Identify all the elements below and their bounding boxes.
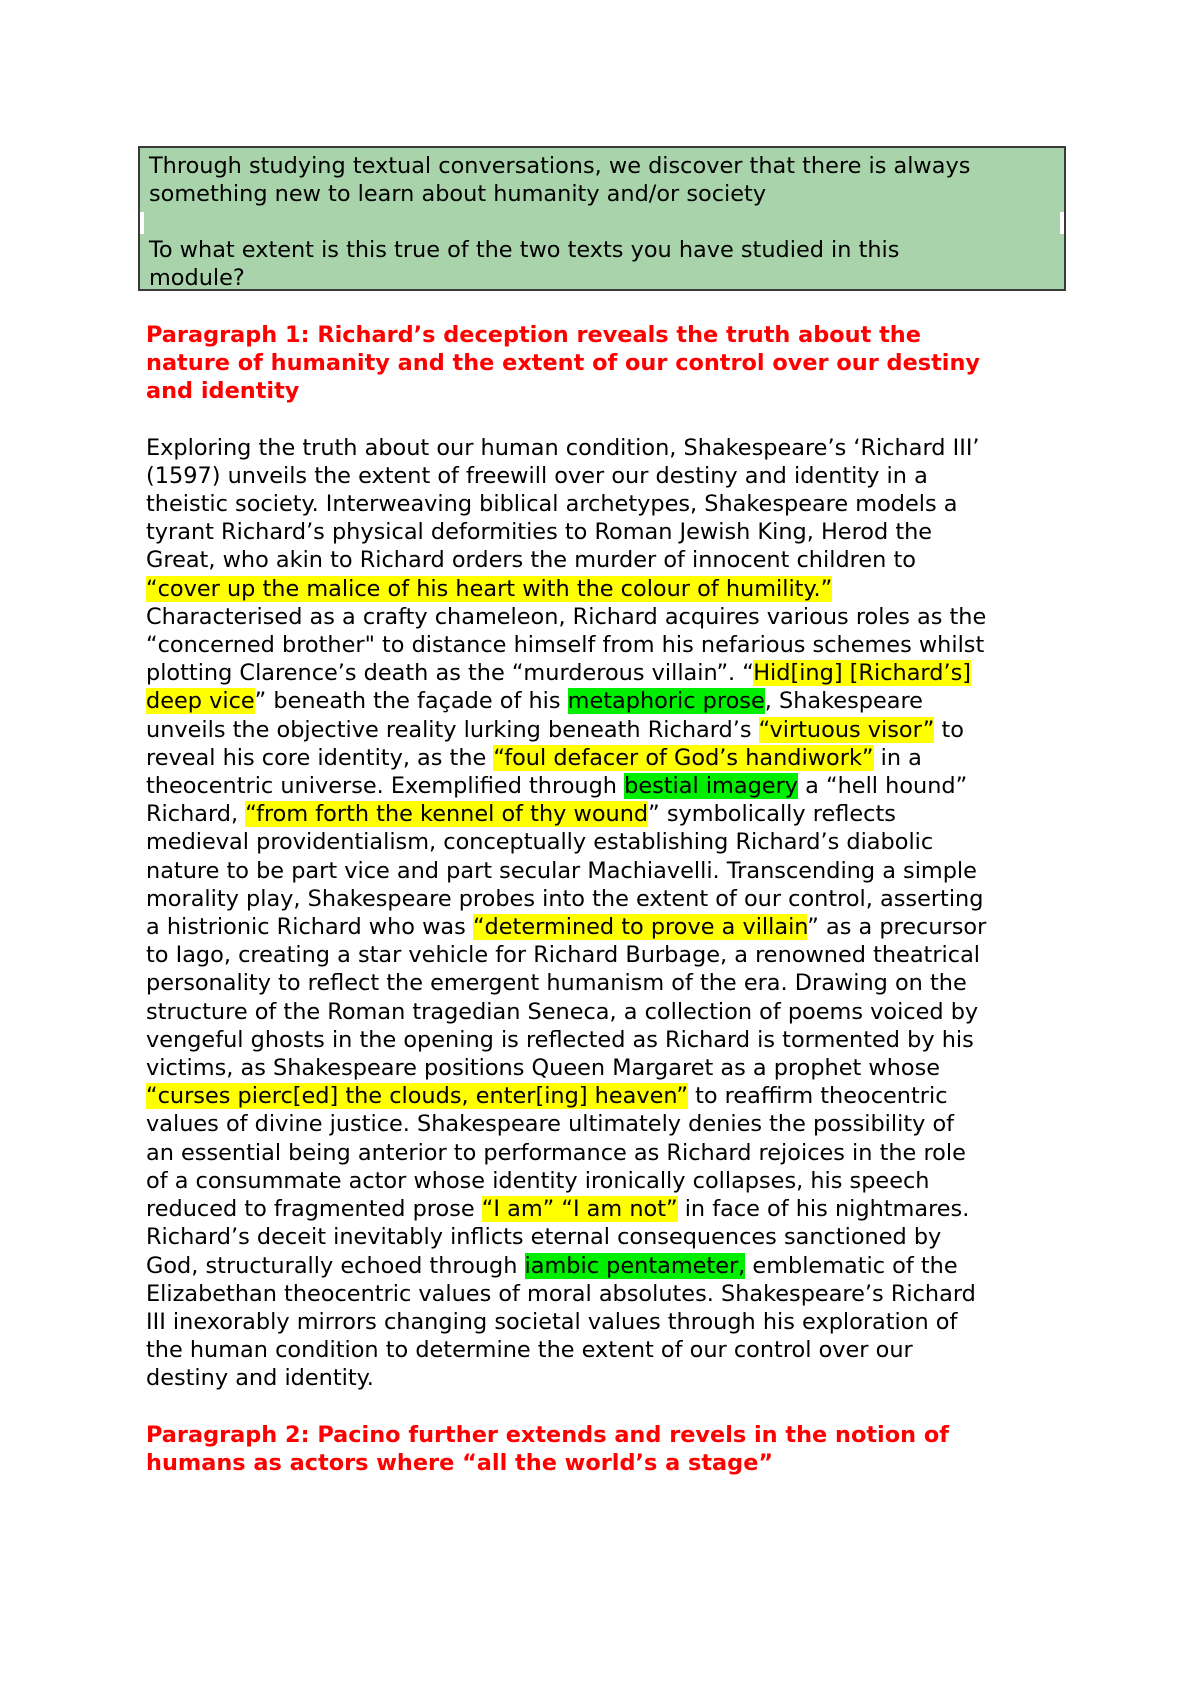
essay-question-box [138,146,1066,291]
body-text-line [146,575,1076,603]
body-text-line [146,1110,1076,1138]
text-run: structure of the Roman tragedian Seneca, a collection of poems voiced by [146,998,979,1025]
paragraph-1-body [146,434,1076,1393]
text-run: morality play, Shakespeare probes into the extent of our control, asserting [146,885,984,912]
quote-highlight: “virtuous visor” [758,716,935,743]
text-run: plotting Clarence’s death as the “murderous villain”. “ [146,660,754,687]
technique-highlight: iambic pentameter, [524,1252,746,1279]
text-run: Richard, [146,801,246,828]
quote-highlight: Hid[ing] [Richard’s] [753,660,971,687]
body-text-line [146,716,1076,744]
text-run: in face of his nightmares. [677,1196,970,1223]
text-run: an essential being anterior to performance as Richard rejoices in the role [146,1139,966,1166]
text-run: unveils the objective reality lurking beneath Richard’s [146,716,759,743]
text-run: to [934,716,964,743]
text-run: personality to reflect the emergent humanism of the era. Drawing on the [146,970,967,997]
body-text-line [146,1280,1076,1308]
text-run: vengeful ghosts in the opening is reflected as Richard is tormented by his [146,1026,974,1053]
text-run: , Shakespeare [764,688,923,715]
text-run: God, structurally echoed through [146,1252,525,1279]
body-text-line [146,603,1076,631]
body-text-line [146,913,1076,941]
text-run: ” symbolically reflects [648,801,896,828]
heading-line: humans as actors where “all the world’s a stage” [146,1449,774,1476]
text-run: the human condition to determine the extent of our control over our [146,1337,913,1364]
text-run: nature to be part vice and part secular Machiavelli. Transcending a simple [146,857,977,884]
text-run: to reaffirm theocentric [687,1083,948,1110]
text-run: of a consummate actor whose identity ironically collapses, his speech [146,1167,930,1194]
text-run: Characterised as a crafty chameleon, Richard acquires various roles as the [146,603,987,630]
body-text-line [146,772,1076,800]
paragraph-1-heading [146,321,1076,406]
quote-highlight: “determined to prove a villain [472,914,808,941]
text-run: “concerned brother" to distance himself from his nefarious schemes whilst [146,632,985,659]
text-run: destiny and identity. [146,1365,374,1392]
body-text-line [146,434,1076,462]
body-text-line [146,1364,1076,1392]
body-text-line [146,1054,1076,1082]
body-text-line [146,687,1076,715]
body-text-line [146,1252,1076,1280]
text-run: ” beneath the façade of his [254,688,568,715]
text-run: in a [873,744,922,771]
text-run: emblematic of the [745,1252,958,1279]
body-text-line [146,1167,1076,1195]
text-run: medieval providentialism, conceptually establishing Richard’s diabolic [146,829,934,856]
quote-highlight: deep vice [146,688,255,715]
body-text-line [146,1223,1076,1251]
technique-highlight: bestial imagery [624,773,799,800]
question-line: To what extent is this true of the two texts you have studied in this [149,237,900,263]
body-text-line [146,800,1076,828]
text-run: reveal his core identity, as the [146,744,494,771]
body-text-line [146,518,1076,546]
body-text-line [146,1139,1076,1167]
text-run: to Iago, creating a star vehicle for Richard Burbage, a renowned theatrical [146,942,981,969]
body-text-line [146,941,1076,969]
body-text-line [146,969,1076,997]
body-text-line [146,462,1076,490]
body-text-line [146,1082,1076,1110]
body-text-line [146,828,1076,856]
heading-line: Paragraph 2: Pacino further extends and revels in the notion of [146,1421,949,1448]
body-text-line [146,1195,1076,1223]
essay-content [146,321,1076,1477]
question-line: module? [149,265,245,291]
body-text-line [146,546,1076,574]
text-run: Great, who akin to Richard orders the murder of innocent children to [146,547,916,574]
body-text-line [146,744,1076,772]
body-text-line [146,490,1076,518]
body-text-line [146,659,1076,687]
body-text-line [146,1026,1076,1054]
body-text-line [146,857,1076,885]
body-text-line [146,631,1076,659]
heading-line: and identity [146,378,300,405]
text-run: theistic society. Interweaving biblical archetypes, Shakespeare models a [146,491,958,518]
body-text-line [146,1336,1076,1364]
text-run: Elizabethan theocentric values of moral absolutes. Shakespeare’s Richard [146,1280,976,1307]
body-text-line [146,998,1076,1026]
text-run: III inexorably mirrors changing societal values through his exploration of [146,1308,958,1335]
text-run: (1597) unveils the extent of freewill over our destiny and identity in a [146,462,928,489]
quote-highlight: “from forth the kennel of thy wound [245,801,649,828]
text-run: tyrant Richard’s physical deformities to Roman Jewish King, Herod the [146,519,933,546]
quote-highlight: “curses pierc[ed] the clouds, enter[ing] heaven” [146,1083,688,1110]
text-run: theocentric universe. Exemplified through [146,773,625,800]
heading-line: Paragraph 1: Richard’s deception reveals the truth about the [146,322,921,348]
text-run: reduced to fragmented prose [146,1196,482,1223]
paragraph-2-heading [146,1421,1076,1477]
technique-highlight: metaphoric prose [567,688,765,715]
heading-line: nature of humanity and the extent of our control over our destiny [146,350,981,377]
text-run: a histrionic Richard who was [146,914,473,941]
text-run: a “hell hound” [798,773,968,800]
text-run: victims, as Shakespeare positions Queen Margaret as a prophet whose [146,1055,941,1082]
quote-highlight: “foul defacer of God’s handiwork” [493,744,874,771]
table-boundary-marker [140,212,144,234]
body-text-line [146,885,1076,913]
question-statement-line: Through studying textual conversations, we discover that there is always [149,153,971,179]
text-run: values of divine justice. Shakespeare ultimately denies the possibility of [146,1111,955,1138]
text-run: Exploring the truth about our human condition, Shakespeare’s ‘Richard III’ [146,434,980,461]
body-text-line [146,1308,1076,1336]
text-run: ” as a precursor [807,914,987,941]
text-run: Richard’s deceit inevitably inflicts eternal consequences sanctioned by [146,1224,942,1251]
quote-highlight: “I am” “I am not” [481,1196,678,1223]
question-statement-line: something new to learn about humanity and/or society [149,181,767,207]
table-boundary-marker [1060,212,1064,234]
quote-highlight: “cover up the malice of his heart with the colour of humility.” [146,575,833,602]
